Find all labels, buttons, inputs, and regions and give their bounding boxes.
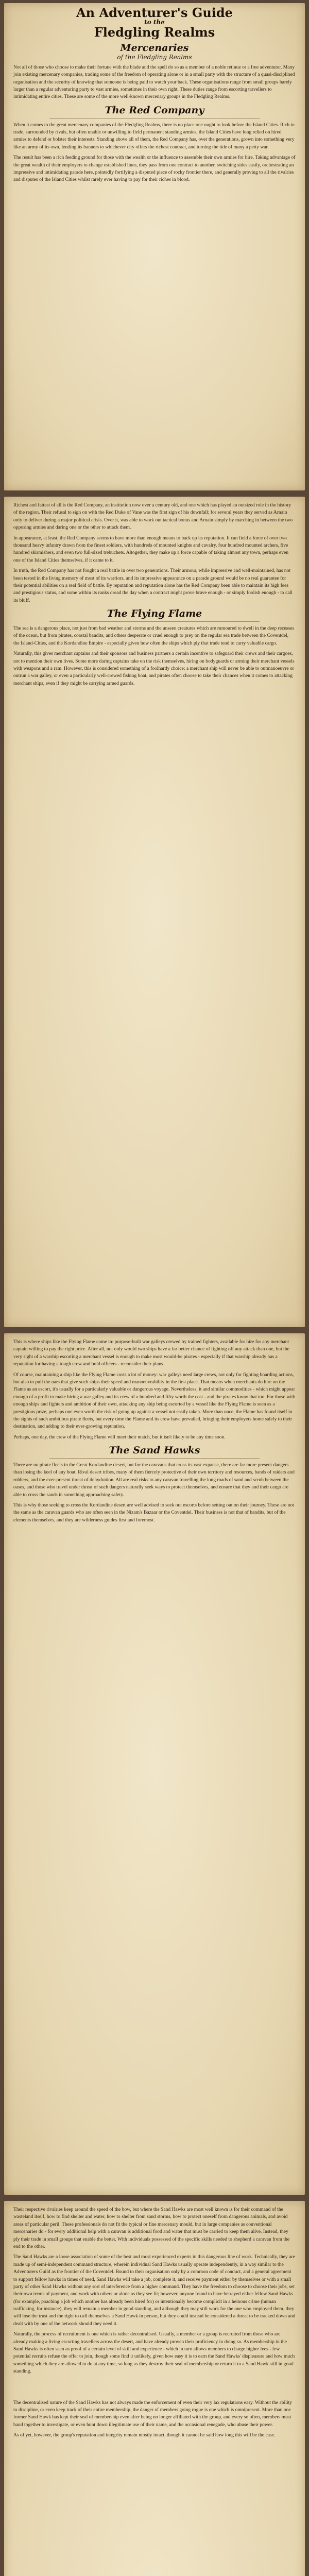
sand-hawks-closing-paragraph-1: The decentralised nature of the Sand Hawks has not always made the enforcement of even their very lax regulations easy. Without the ability to discipline, or even keep track of their entire membership, the danger of members going rogue is one which is omnipresent. More than one former Sand Hawk has kept their seal of membership even after being no longer affiliated with the group, and every so often, members must band together to investigate, or even hunt down illegitimate use of their name, and the occasional renegade, who abuse their power. bbox=[13, 2399, 292, 2428]
title-line-2: to the bbox=[144, 19, 165, 26]
mercenaries-paragraph-1: Not all of those who choose to make their fortune with the blade and the spell do so as a member of a noble retinue or a free adventurer. Many join existing mercenary companies, trading some of the freedom of operating alone or in a small party with the structure of a quasi-disciplined organisation and the security of knowing that someone is being paid to watch your back. These organisations range from small groups barely larger than a regular adventuring party to vast armies, sometimes in their own right. These duties range from escorting travellers to intimidating entire cities. These are some of the more well-known mercenary groups in the Fledgling Realms. bbox=[13, 64, 295, 100]
title-line-1: An Adventurer's Guide bbox=[76, 5, 233, 20]
red-company-heading: The Red Company bbox=[105, 104, 204, 116]
parchment-panel-4 bbox=[4, 2201, 305, 2576]
flying-flame-ships-paragraph-3: Perhaps, one day, the crew of the Flying Flame will meet their match, but it isn't likely to be any time soon. bbox=[13, 1434, 226, 1440]
section-divider bbox=[49, 621, 260, 622]
parchment-panel-2 bbox=[4, 497, 305, 1327]
red-company-history-paragraph-2: In appearance, at least, the Red Company seems to have more than enough means to back up its reputation. It can field a force of over two thousand heavy infantry drawn from the finest soldiers, with hundreds of mounted knights and cavalry, four hundred mounted archers, five hundred skirmishers, and even two full-sized trebuchets. Altogether, they make up a force capable of taking almost any town, perhaps even one of the Island Cities themselves, if it came to it. bbox=[13, 535, 289, 563]
flying-flame-paragraph-2: Naturally, this gives merchant captains and their sponsors and business partners a certain incentive to safeguard their crews and their cargoes, not to mention their own lives. Some more daring captains take on the risk themselves, hiring on bodyguards or arming their merchant vessels with weapons and a ram. However, this is considered something of a foolhardy choice; a merchant ship will never be able to outmanoeuvre or outrun a war galley, or even a particularly well-crewed fishing boat, and pirates often choose to take their chances when it comes to attacking merchant ships, even if they might be carrying armed guards. bbox=[13, 651, 295, 686]
parchment-panel-3 bbox=[4, 1333, 305, 2195]
flying-flame-paragraph-1: The sea is a dangerous place, not just from bad weather and storms and the unseen creatures which are rumoured to dwell in the deep recesses of the ocean, but from pirates, coastal bandits, and others desperate or cruel enough to prey on the regular sea trade between the Coventdel, the Island-Cities, and the Kordandine Empire - especially given how often the ships which ply that trade tend to carry valuable cargo. bbox=[13, 625, 295, 646]
red-company-paragraph-2: The result has been a rich feeding ground for those with the wealth or the influence to assemble their own armies for hire. Taking advantage of the great wealth of their employers to change established lines, they pass from one contract to another, switching sides easily, orchestrating an impressive and intimidating parade here, pointedly fortifying a disputed piece of rocky frontier there, and generally proving to all the rivalries and disputes of the Island Cities whilst rarely ever having to pay for their riches in blood. bbox=[13, 155, 296, 183]
sand-hawks-paragraph-2: This is why those seeking to cross the Kordandine desert are well advised to seek out escorts before setting out on their journey. These are not the same as the caravan guards who are often seen in the Nizam's Bazaar or the Coventdel. Their business is not that of bandits, but of the elements themselves, and they are wilderness guides first and foremost. bbox=[13, 1502, 294, 1523]
mercenaries-subheading: of the Fledgling Realms bbox=[117, 53, 192, 61]
document-title bbox=[13, 6, 296, 39]
sand-hawks-paragraph-1: There are no pirate fleets in the Great Kordandine desert, but for the caravans that cross its vast expanse, there are far more present dangers than losing the keel of any boat. Rival desert tribes, many of them fiercely protective of their own territory and resources, bands of raiders and robbers, and the ever-present threat of dehydration. All are real risks to any caravan travelling the long roads of sand and scrub between the oases, and those who travel under threat of such dangers naturally seek ways to protect themselves, and ensure that they and their cargo are able to cross the sands in something approaching safety. bbox=[13, 1462, 295, 1498]
flying-flame-ships-paragraph-2: Of course, maintaining a ship like the Flying Flame costs a lot of money: war galleys need large crews, not only for fighting boarding actions, but also to pull the oars that give such ships their speed and manoeuvrability in the first place. That means when merchants do hire on the Flame as an escort, it's usually for a particularly valuable or dangerous voyage. Nevertheless, it and similar commodities - which might appear enough of a profit to make hiring a war galley and its crew of a hundred and fifty worth the cost - and the pirates know that too. For those with enough ships and fighters and ambition of their own, attacking any ship being escorted by a vessel like the Flying Flame is seen as a prestigious prize, perhaps one even worth the risk of going up against a vessel not easily taken. More than once, the Flame has found itself in the sights of such ambitious pirate fleets, but every time the Flame and its crew have prevailed, bringing their employers home safely to their destination, and adding to their ever-growing reputation. bbox=[13, 1371, 296, 1430]
sand-hawks-details-paragraph-1: Their respective rivalries keep around the speed of the bow, but where the Sand Hawks are most well known is for their command of the wasteland itself, how to find shelter and water, how to shelter from sand storms, how to protect oneself from dangerous animals, and avoid areas of particular peril. These professionals do not fit the typical or fine mercenary mould, but in large companies as conventional mercenaries do - for every additional help with a caravan is additional food and water that must be carried to keep them alive. Instead, they ply their trade in small groups that enable the better. With individuals possessed of the specific skills needed to shepherd a caravan from the end to the other. bbox=[13, 2207, 290, 2249]
sand-hawks-details-paragraph-2: The Sand Hawks are a loose association of some of the best and most experienced experts in this dangerous line of work. Technically, they are made up of semi-independent command structure, wherein individual Sand Hawks usually operate independently, in a way similar to the Adventurers Guild as the frontier of the Coventdel. Bound to their organisation only by a common code of conduct, and a general agreement to support fellow hawks in times of need, Sand Hawks will take a job, complete it, and receive payment either by themselves or with a small party of other Sand Hawks without any sort of interference from a higher command. They have the freedom to choose to choose their jobs, set their own terms of payment, and work with others or alone as they see fit; however, anyone found to have betrayed either fellow Sand Hawks (for example, poaching a job which another has already been hired for) or intentionally become complicit in a heinous crime (human trafficking, for instance), they will remain a member in good standing, and although they may still work for the one who employed them, they will lose the trust and the right to call themselves a Sand Hawk in person, but they could instead be considered a threat to be tracked down and dealt with by one of the network should they need it. bbox=[13, 2254, 296, 2327]
flying-flame-heading: The Flying Flame bbox=[107, 608, 202, 620]
mercenaries-heading: Mercenaries bbox=[120, 42, 189, 54]
red-company-history-paragraph-1: Richest and fattest of all is the Red Company, an institution now over a century old, and one which has played an outsized role in the history of the region. Their refusal to sign on with the Red Duke of Vane was the first sign of his downfall; for several years they served as Arnain only to deliver during a major political crisis. Over it, was able to work out tactical bonus and Arnain simply by marching in between the two opposing armies and daring one or the other to attack them. bbox=[13, 502, 293, 531]
sand-hawks-details-paragraph-3: Naturally, the process of recruitment is one which is rather decentralised. Usually, a member or a group is recruited from those who are already making a living escorting travellers across the desert, and have already proven their proficiency in doing so. As membership in the Sand Hawks is often seen as proof of a certain level of skill and experience - which in turn allows members to charge higher fees - few potential recruits refuse the offer to join, though some find it unlikely, given how easy it is to earn the Sand Hawks' displeasure and how much something which they are allowed to do at any time, so long as they destroy their seal of membership or return it to a Sand Hawk still in good standing. bbox=[13, 2331, 295, 2375]
flying-flame-ships-paragraph-1: This is where ships like the Flying Flame come in: purpose-built war galleys crewed by trained fighters, available for hire for any merchant captain willing to pay the right price. After all, not only would two ships have a far better chance of fighting off any attack than one, but the very sight of a warship escorting a merchant vessel is enough to make most would-be pirates - especially if that warship already has a reputation for having a tough crew and bold officers - reconsider their plans. bbox=[13, 1339, 289, 1367]
parchment-panel-1 bbox=[4, 3, 305, 490]
section-divider bbox=[49, 1458, 260, 1459]
red-company-paragraph-1: When it comes to the great mercenary companies of the Fledgling Realms, there is no place one ought to look before the Island Cities. Rich in trade, surrounded by rivals, but often unable or unwilling to field permanent standing armies, the Island Cities have long relied on hired armies to defend or bolster their interests. Standing above all of them, the Red Company has, over the generations, grown into something very like an army of its own, lending its banners to whichever city offers the richest contract, and turning the tide of many a petty war. bbox=[13, 122, 295, 150]
sand-hawks-closing-paragraph-2: As of yet, however, the group's reputation and integrity remain mostly intact, though it cannot be said how long this will be the case. bbox=[13, 2432, 276, 2438]
sand-hawks-heading: The Sand Hawks bbox=[109, 1445, 200, 1456]
red-company-history-paragraph-3: In truth, the Red Company has not fought a real battle in over two generations. Their armour, while impressive and well-maintained, has not been tested in the living memory of most of its warriors, and its impressive appearance on a parade ground would be no real guarantee for their potential abilities on a real field of battle. By reputation and reputation alone has the Red Company been able to maintain its high fees and prestigious status, and some within its ranks dread the day when a contract might prove brave enough - or simply foolish enough - to call its bluff. bbox=[13, 568, 293, 603]
title-line-3: Fledgling Realms bbox=[94, 24, 215, 40]
